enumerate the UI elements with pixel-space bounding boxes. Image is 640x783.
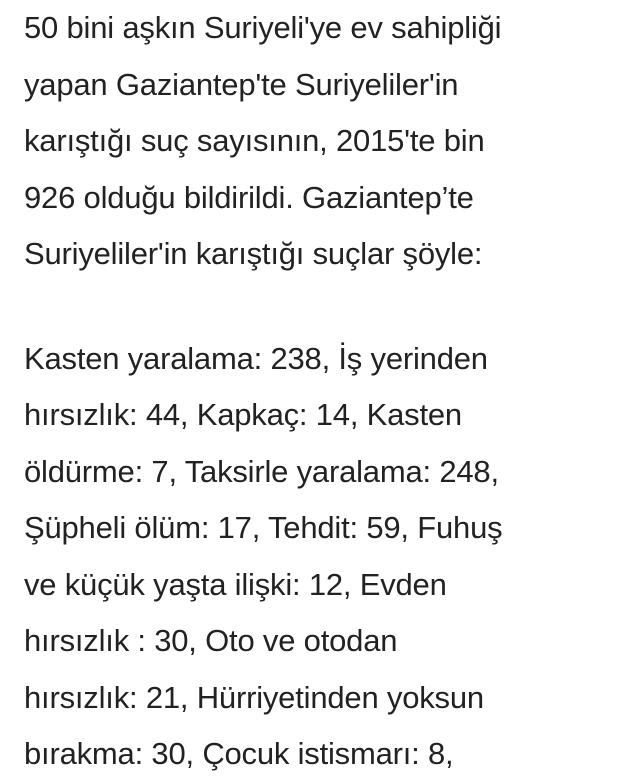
- text-line: hırsızlık: 44, Kapkaç: 14, Kasten: [24, 397, 462, 432]
- text-line: karıştığı suç sayısının, 2015'te bin: [24, 123, 485, 158]
- text-line: Kasten yaralama: 238, İş yerinden: [24, 340, 488, 376]
- text-line: Şüpheli ölüm: 17, Tehdit: 59, Fuhuş: [24, 510, 503, 545]
- paragraph-intro: [24, 0, 634, 283]
- text-line: 50 bini aşkın Suriyeli'ye ev sahipliği: [24, 10, 502, 45]
- text-line: 926 olduğu bildirildi. Gaziantep’te: [24, 179, 474, 215]
- text-line: ve küçük yaşta ilişki: 12, Evden: [24, 566, 447, 602]
- article-body: [24, 0, 634, 783]
- text-line: Suriyeliler'in karıştığı suçlar şöyle:: [24, 236, 483, 271]
- paragraph-spacer: [24, 283, 634, 331]
- text-line: bırakma: 30, Çocuk istismarı: 8,: [24, 736, 454, 771]
- text-line: hırsızlık: 21, Hürriyetinden yoksun: [24, 679, 484, 715]
- paragraph-crime-list: [24, 331, 634, 783]
- text-line: hırsızlık : 30, Oto ve otodan: [24, 623, 398, 658]
- text-line: öldürme: 7, Taksirle yaralama: 248,: [24, 453, 499, 489]
- text-line: yapan Gaziantep'te Suriyeliler'in: [24, 66, 459, 102]
